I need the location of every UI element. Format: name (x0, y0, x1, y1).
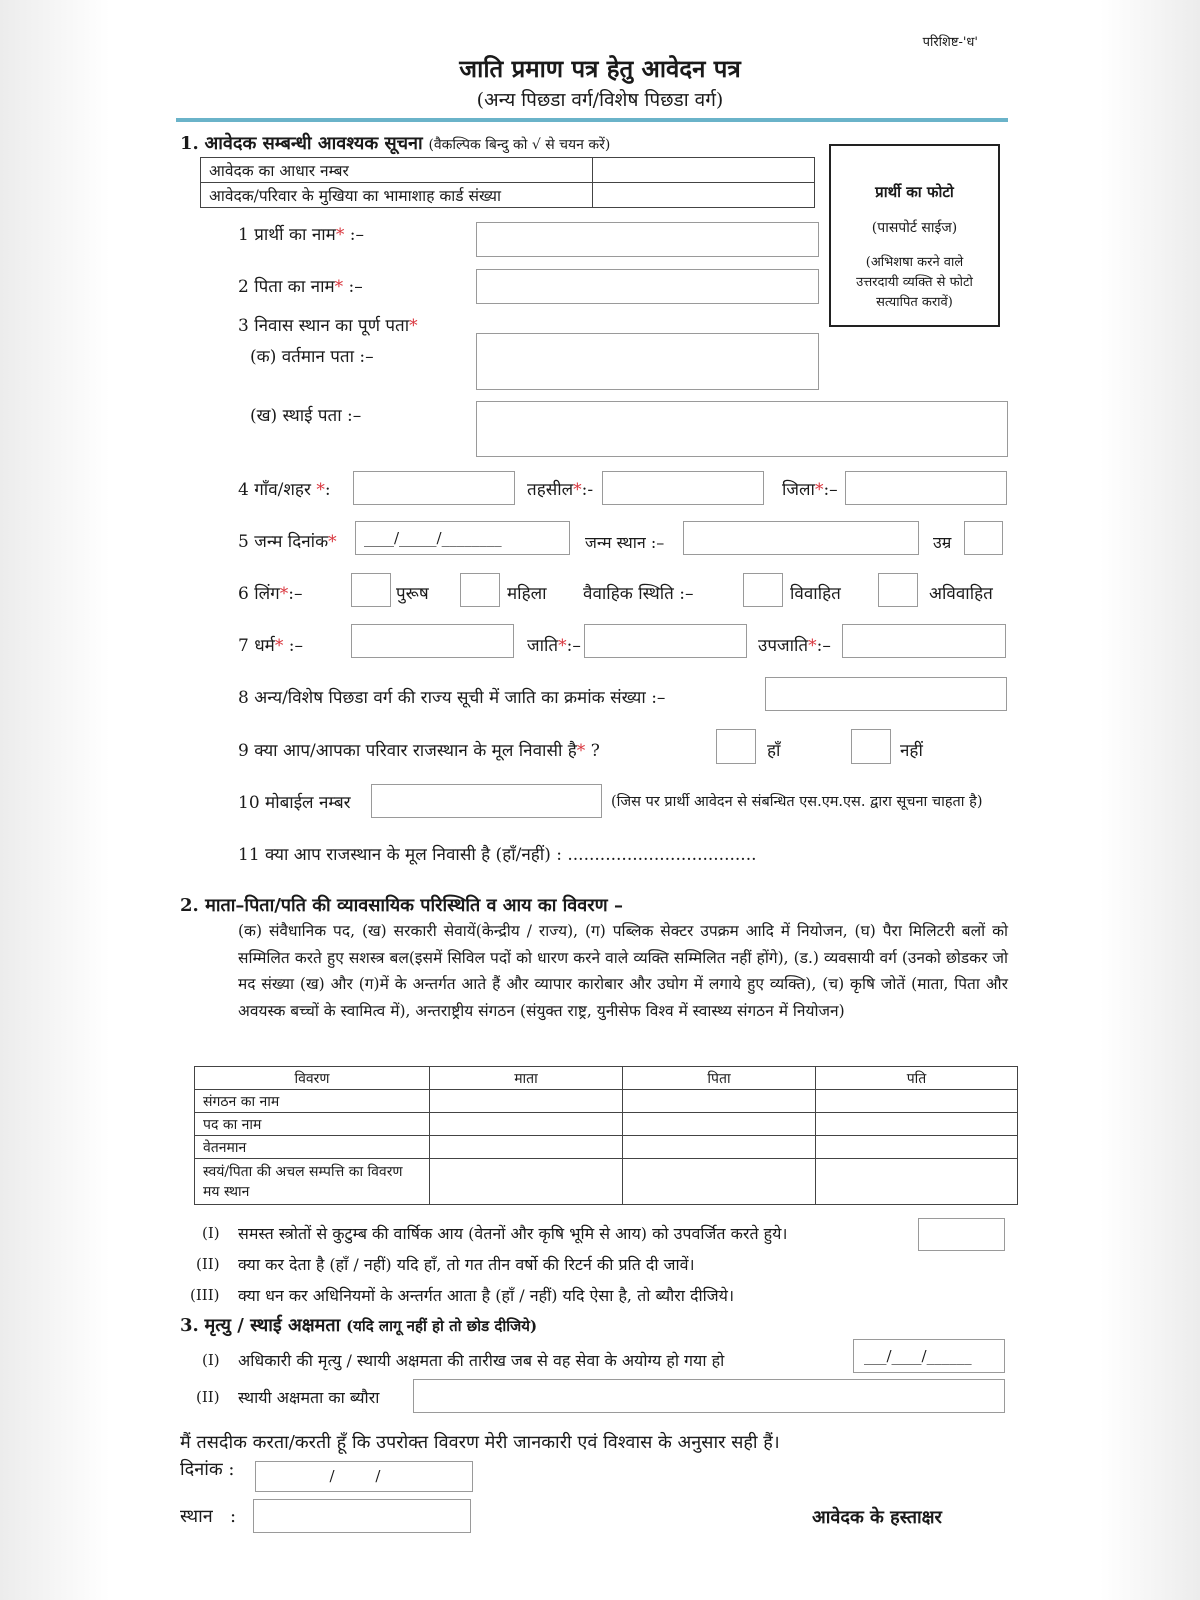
appendix-label: परिशिष्ट-'ध' (922, 35, 978, 50)
table-cell[interactable] (623, 1090, 816, 1113)
native-yes-checkbox[interactable] (716, 729, 756, 764)
aadhaar-input[interactable] (593, 158, 815, 183)
permanent-address-label: (ख) स्थाई पता :– (250, 406, 362, 426)
table-cell[interactable] (430, 1090, 623, 1113)
district-label: जिला*:– (782, 480, 838, 500)
religion-label: 7 धर्म* :– (238, 636, 303, 656)
age-input[interactable] (964, 521, 1003, 555)
row-label-organisation: संगठन का नाम (195, 1090, 430, 1113)
name-label: 1 प्रार्थी का नाम* :– (238, 225, 364, 245)
subcaste-label: उपजाति*:– (758, 636, 831, 656)
married-checkbox[interactable] (743, 573, 783, 607)
table-cell[interactable] (430, 1159, 623, 1205)
annual-income-input[interactable] (918, 1218, 1005, 1251)
resident-question: 11 क्या आप राजस्थान के मूल निवासी है (हाँ/नहीं) : ................................... (238, 845, 757, 865)
gender-label: 6 लिंग*:– (238, 584, 303, 604)
section3-heading (180, 1313, 537, 1337)
bhamashah-label: आवेदक/परिवार के मुखिया का भामाशाह कार्ड संख्या (201, 183, 593, 208)
item-2-2-num: (II) (196, 1255, 220, 1273)
header-rule (176, 118, 1008, 122)
declaration-place-input[interactable] (253, 1499, 471, 1533)
table-cell[interactable] (430, 1113, 623, 1136)
declaration-date-input[interactable] (255, 1461, 473, 1492)
row-label-property: स्वयं/पिता की अचल सम्पत्ति का विवरण मय स्थान (195, 1159, 430, 1205)
birthplace-label: जन्म स्थान :– (585, 533, 665, 552)
table-row (195, 1159, 1018, 1205)
table-cell[interactable] (816, 1159, 1018, 1205)
table-cell[interactable] (623, 1136, 816, 1159)
declaration-date-label: दिनांक : (180, 1459, 235, 1480)
form-subtitle: (अन्य पिछडा वर्ग/विशेष पिछडा वर्ग) (476, 89, 724, 111)
current-address-input[interactable] (476, 333, 819, 390)
age-label: उम्र (933, 533, 952, 552)
native-label: 9 क्या आप/आपका परिवार राजस्थान के मूल निवासी है* ? (238, 741, 600, 761)
religion-input[interactable] (351, 624, 514, 658)
declaration-date-value: / / (329, 1467, 399, 1485)
mobile-label: 10 मोबाईल नम्बर (238, 793, 351, 813)
male-checkbox[interactable] (351, 573, 391, 607)
dob-input[interactable] (355, 521, 570, 555)
item-2-2-text: क्या कर देता है (हाँ / नहीं) यदि हाँ, तो गत तीन वर्षो की रिटर्न की प्रति दी जावें। (238, 1255, 695, 1274)
unmarried-label: अविवाहित (929, 584, 993, 604)
tehsil-label: तहसील*:- (527, 480, 594, 500)
table-row (195, 1136, 1018, 1159)
section1-note: (वैकल्पिक बिन्दु को √ से चयन करें) (428, 137, 611, 153)
item-2-3-text: क्या धन कर अधिनियमों के अन्तर्गत आता है (हाँ / नहीं) यदि ऐसा है, तो ब्यौरा दीजिये। (238, 1286, 735, 1305)
section1-number: 1. (180, 133, 199, 154)
photo-box[interactable] (829, 144, 1000, 327)
current-address-label: (क) वर्तमान पता :– (250, 347, 374, 367)
photo-note-1: (अभिशषा करने वाले (865, 255, 964, 270)
table-cell[interactable] (816, 1113, 1018, 1136)
item-2-3-num: (III) (190, 1286, 220, 1304)
photo-note-3: सत्यापित करावें) (876, 295, 953, 310)
married-label: विवाहित (790, 584, 841, 604)
section3-note: (यदि लागू नहीं हो तो छोड दीजिये) (346, 1317, 538, 1335)
col-header-husband: पति (816, 1067, 1018, 1090)
row-label-post: पद का नाम (195, 1113, 430, 1136)
disability-date-input[interactable] (853, 1339, 1005, 1373)
row-label-payscale: वेतनमान (195, 1136, 430, 1159)
village-label: 4 गाँव/शहर *: (238, 480, 331, 500)
serial-label: 8 अन्य/विशेष पिछडा वर्ग की राज्य सूची में जाति का क्रमांक संख्या :– (238, 688, 666, 708)
tehsil-input[interactable] (602, 471, 764, 505)
dob-placeholder: ____/_____/________ (364, 529, 502, 547)
col-header-details: विवरण (195, 1067, 430, 1090)
section2-title: माता–पिता/पति की व्यावसायिक परिस्थिति व आय का विवरण – (205, 895, 623, 916)
table-cell[interactable] (816, 1136, 1018, 1159)
photo-title: प्रार्थी का फोटो (875, 183, 954, 201)
unmarried-checkbox[interactable] (878, 573, 918, 607)
district-input[interactable] (845, 471, 1007, 505)
table-cell[interactable] (816, 1090, 1018, 1113)
aadhaar-label: आवेदक का आधार नम्बर (201, 158, 593, 183)
table-row (195, 1090, 1018, 1113)
father-label: 2 पिता का नाम* :– (238, 277, 363, 297)
item-2-1-text: समस्त स्त्रोतों से कुटुम्ब की वार्षिक आय (वेतनों और कृषि भूमि से आय) को उपवर्जित करते हुये। (238, 1224, 788, 1243)
id-numbers-table (200, 157, 815, 208)
col-header-father: पिता (623, 1067, 816, 1090)
father-name-input[interactable] (476, 269, 819, 304)
mobile-note: (जिस पर प्रार्थी आवेदन से संबन्धित एस.एम.एस. द्वारा सूचना चाहता है) (611, 794, 983, 810)
section1-heading (180, 131, 610, 155)
native-yes-label: हाँ (767, 741, 781, 761)
birthplace-input[interactable] (683, 521, 919, 555)
native-no-label: नहीं (900, 741, 923, 761)
section2-paragraph: (क) संवैधानिक पद, (ख) सरकारी सेवायें(केन्द्रीय / राज्य), (ग) पब्लिक सेक्टर उपक्रम आदि में नियोजन, (घ) पैरा मिलिटरी बलों को सम्मिलित करते हुए सशस्त्र बल(इसमें सिविल पदों को धारण करने वाले व्यक्ति सम्मिलित नहीं होंगे), (ड.) व्यवसायी वर्ग (उनको छोडकर जो मद संख्या (ख) और (ग)में के अन्तर्गत आते हैं और व्यापार कारोबार और उघोग में लगाये हुए व्यक्ति), (च) कृषि जोतें (माता, पिता और अवयस्क बच्चों के स्वामित्व में), अन्तराष्ट्रीय संगठन (संयुक्त राष्ट्र, युनीसेफ विश्व में स्वास्थ्य संगठन में नियोजन) (238, 922, 1008, 1020)
subcaste-input[interactable] (842, 624, 1006, 658)
disability-date-placeholder: ___/____/______ (864, 1347, 972, 1365)
dob-label: 5 जन्म दिनांक* (238, 532, 337, 552)
native-no-checkbox[interactable] (851, 729, 891, 764)
table-cell[interactable] (623, 1113, 816, 1136)
disability-details-input[interactable] (413, 1379, 1005, 1413)
occupation-table (194, 1066, 1018, 1205)
col-header-mother: माता (430, 1067, 623, 1090)
item-3-1-text: अधिकारी की मृत्यु / स्थायी अक्षमता की तारीख जब से वह सेवा के अयोग्य हो गया हो (238, 1351, 725, 1370)
permanent-address-input[interactable] (476, 401, 1008, 457)
male-label: पुरूष (396, 584, 429, 604)
table-row (195, 1113, 1018, 1136)
photo-size: (पासपोर्ट साईज) (871, 220, 958, 236)
mobile-input[interactable] (371, 784, 602, 818)
caste-input[interactable] (584, 624, 747, 658)
section2-number: 2. (180, 895, 199, 916)
table-cell[interactable] (430, 1136, 623, 1159)
table-cell[interactable] (623, 1159, 816, 1205)
female-checkbox[interactable] (460, 573, 500, 607)
item-2-1-num: (I) (202, 1224, 220, 1242)
name-input[interactable] (476, 222, 819, 257)
form-title: जाति प्रमाण पत्र हेतु आवेदन पत्र (459, 54, 741, 83)
item-3-2-num: (II) (196, 1388, 220, 1406)
section3-title: मृत्यु / स्थाई अक्षमता (204, 1315, 341, 1336)
declaration-place-label: स्थान : (180, 1506, 237, 1527)
section1-title: आवेदक सम्बन्धी आवश्यक सूचना (204, 133, 423, 154)
serial-input[interactable] (765, 677, 1007, 711)
applicant-signature-label: आवेदक के हस्ताक्षर (812, 1507, 942, 1528)
female-label: महिला (507, 584, 547, 604)
photo-note-2: उत्तरदायी व्यक्ति से फोटो (856, 275, 973, 290)
section2-heading (180, 893, 623, 917)
address-label: 3 निवास स्थान का पूर्ण पता* (238, 316, 418, 336)
item-3-2-text: स्थायी अक्षमता का ब्यौरा (238, 1388, 380, 1407)
village-input[interactable] (353, 471, 515, 505)
marital-label: वैवाहिक स्थिति :– (583, 584, 694, 604)
section3-number: 3. (180, 1315, 199, 1336)
item-3-1-num: (I) (202, 1351, 220, 1369)
caste-label: जाति*:– (527, 636, 581, 656)
declaration-text: मैं तसदीक करता/करती हूँ कि उपरोक्त विवरण मेरी जानकारी एवं विश्वास के अनुसार सही हैं। (180, 1432, 780, 1453)
bhamashah-input[interactable] (593, 183, 815, 208)
